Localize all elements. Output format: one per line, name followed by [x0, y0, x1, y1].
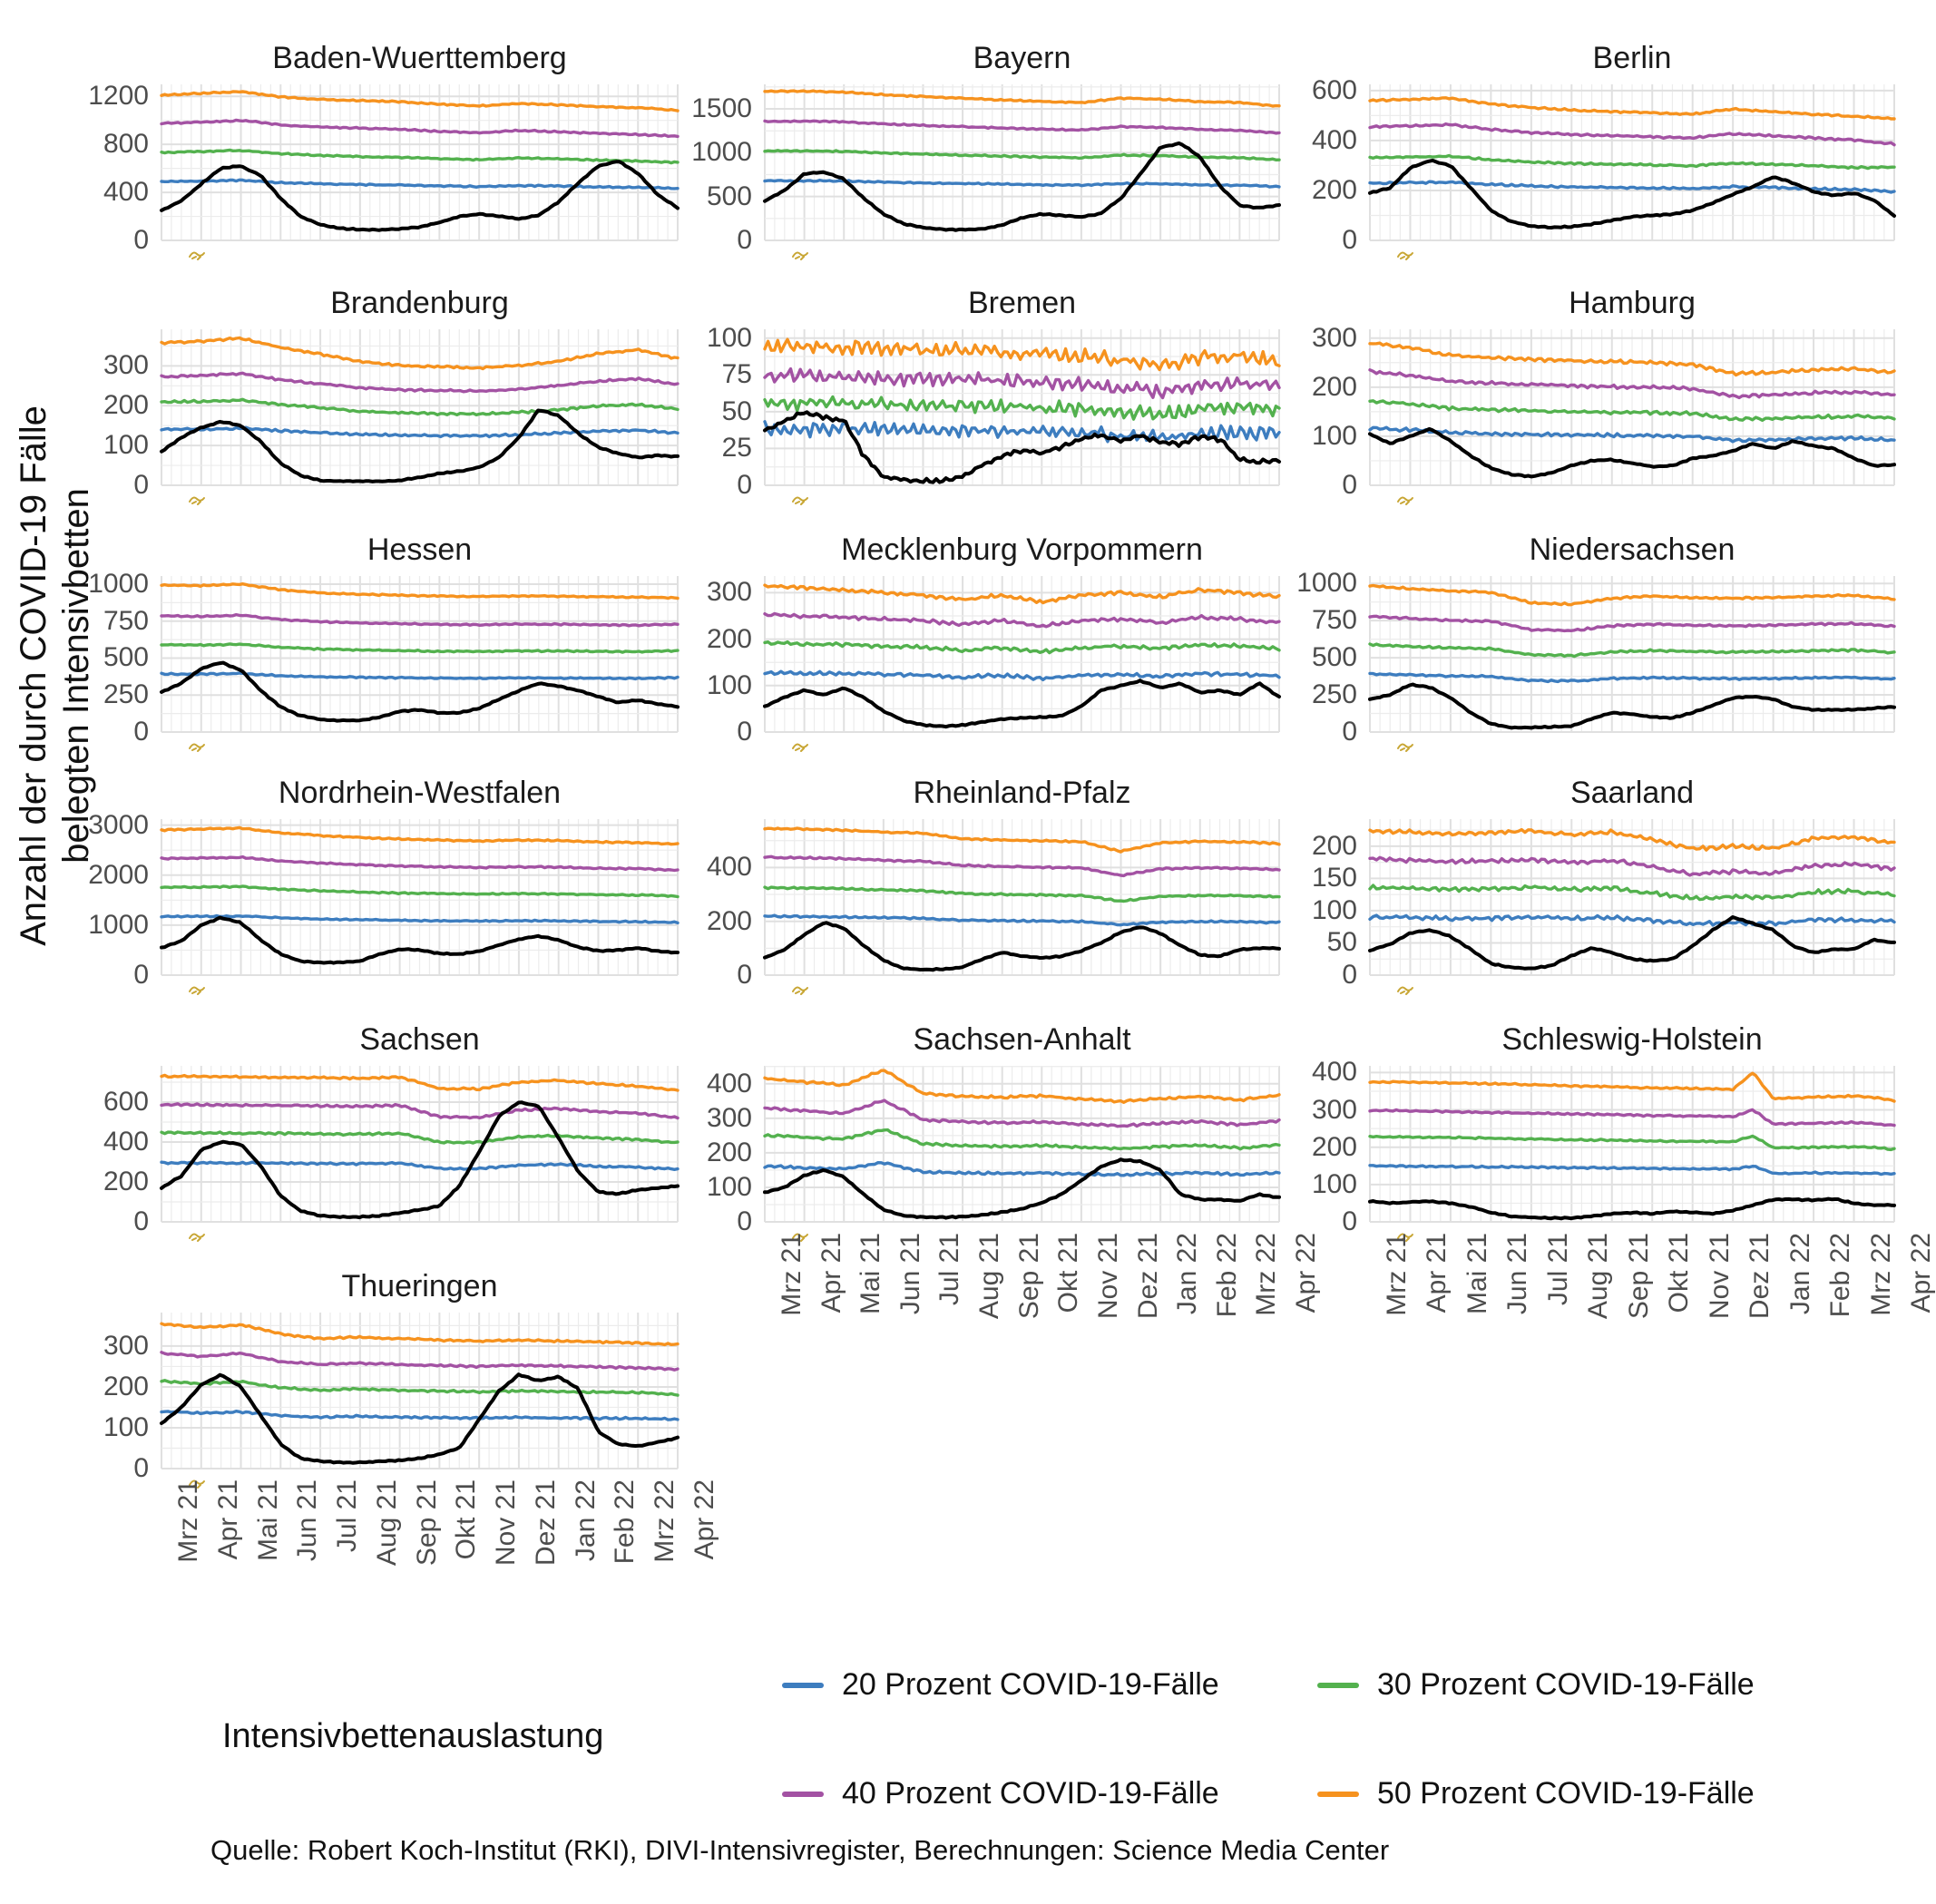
gold-sparkle-icon [1395, 981, 1415, 997]
y-tick-label: 0 [737, 1206, 752, 1236]
panel-title: Niedersachsen [1529, 532, 1736, 567]
legend-swatch-p50 [1317, 1792, 1359, 1797]
x-tick-label: Aug 21 [371, 1479, 402, 1567]
y-tick-label: 250 [1311, 679, 1357, 710]
x-tick-label: Feb 22 [1825, 1233, 1856, 1318]
y-tick-label: 1500 [691, 93, 752, 124]
panel-title: Berlin [1592, 41, 1672, 75]
y-tick-label: 100 [706, 322, 752, 353]
panel-plot [161, 1066, 678, 1222]
y-tick-label: 500 [103, 642, 149, 673]
y-tick-label: 100 [1311, 420, 1357, 451]
y-tick-label: 0 [133, 1453, 149, 1483]
panel-plot [765, 329, 1279, 485]
y-tick-label: 600 [103, 1087, 149, 1118]
y-tick-label: 150 [1311, 863, 1357, 893]
y-tick-label: 0 [737, 717, 752, 747]
y-tick-label: 300 [103, 350, 149, 381]
x-tick-label: Apr 22 [689, 1479, 719, 1560]
gold-sparkle-icon [790, 981, 810, 997]
y-tick-label: 600 [1311, 74, 1357, 105]
panel-title: Brandenburg [330, 286, 509, 320]
y-tick-label: 0 [1342, 717, 1357, 747]
x-tick-label: Dez 21 [1132, 1233, 1163, 1320]
y-tick-label: 0 [133, 717, 149, 747]
panel-plot [161, 84, 678, 240]
legend-item-p50 [1317, 1776, 1755, 1811]
y-tick-label: 0 [1342, 470, 1357, 500]
x-tick-label: Nov 21 [1704, 1233, 1735, 1320]
x-tick-label: Feb 22 [1211, 1233, 1242, 1318]
gold-sparkle-icon [1395, 491, 1415, 507]
x-tick-label: Okt 21 [451, 1479, 482, 1560]
legend-title: Intensivbettenauslastung [222, 1717, 604, 1755]
y-tick-label: 200 [103, 390, 149, 421]
y-tick-label: 100 [706, 669, 752, 700]
legend-swatch-p20 [782, 1683, 824, 1688]
y-tick-label: 300 [706, 1102, 752, 1133]
y-tick-label: 500 [706, 181, 752, 211]
y-tick-label: 0 [737, 470, 752, 500]
x-tick-label: Mai 21 [1462, 1233, 1492, 1315]
y-tick-label: 300 [1311, 322, 1357, 353]
legend-label: 40 Prozent COVID-19-Fälle [842, 1776, 1219, 1811]
panel-plot [1370, 84, 1894, 240]
panel-plot [161, 576, 678, 732]
y-tick-label: 100 [103, 430, 149, 461]
panel-title: Hessen [367, 532, 473, 567]
y-tick-label: 0 [133, 1206, 149, 1236]
x-tick-label: Mrz 21 [1382, 1233, 1412, 1316]
panel-plot [765, 84, 1279, 240]
y-tick-label: 25 [721, 433, 752, 464]
gold-sparkle-icon [790, 246, 810, 262]
legend-item-p20 [782, 1667, 1219, 1703]
y-tick-label: 50 [1326, 927, 1357, 958]
panel-title: Mecklenburg Vorpommern [841, 532, 1203, 567]
y-tick-label: 2000 [88, 859, 149, 890]
y-tick-label: 200 [1311, 1131, 1357, 1162]
x-tick-label: Jan 22 [1172, 1233, 1203, 1315]
x-tick-label: Aug 21 [974, 1233, 1005, 1320]
y-tick-label: 400 [103, 1127, 149, 1157]
y-axis-title-line2: belegten Intensivbetten [56, 488, 96, 864]
y-tick-label: 500 [1311, 642, 1357, 673]
panel-plot [765, 1066, 1279, 1222]
y-tick-label: 300 [103, 1330, 149, 1361]
y-tick-label: 750 [1311, 605, 1357, 636]
panel-title: Saarland [1569, 776, 1695, 810]
legend-label: 30 Prozent COVID-19-Fälle [1377, 1667, 1755, 1702]
y-tick-label: 1200 [88, 81, 149, 112]
x-tick-label: Jul 21 [332, 1479, 363, 1553]
panel-title: Schleswig-Holstein [1501, 1022, 1763, 1057]
y-tick-label: 750 [103, 605, 149, 636]
panel-plot [765, 819, 1279, 975]
x-tick-label: Apr 21 [816, 1233, 846, 1313]
legend-swatch-p40 [782, 1792, 824, 1797]
legend-label: 50 Prozent COVID-19-Fälle [1377, 1776, 1755, 1811]
x-tick-label: Mai 21 [856, 1233, 886, 1315]
y-tick-label: 800 [103, 129, 149, 160]
panel-title: Bremen [967, 286, 1077, 320]
x-tick-label: Mrz 21 [777, 1233, 807, 1316]
x-tick-label: Sep 21 [1013, 1233, 1044, 1320]
panel-title: Sachsen-Anhalt [913, 1022, 1131, 1057]
gold-sparkle-icon [187, 981, 207, 997]
panel-title: Sachsen [359, 1022, 480, 1057]
y-tick-label: 0 [1342, 960, 1357, 990]
y-tick-label: 1000 [88, 909, 149, 940]
panel-title: Nordrhein-Westfalen [278, 776, 562, 810]
x-tick-label: Jan 22 [1784, 1233, 1815, 1315]
x-tick-label: Jul 21 [1542, 1233, 1573, 1306]
y-tick-label: 0 [133, 225, 149, 255]
x-tick-label: Apr 21 [212, 1479, 243, 1560]
x-tick-label: Sep 21 [411, 1479, 442, 1567]
y-tick-label: 75 [721, 359, 752, 390]
x-tick-label: Jun 21 [292, 1479, 323, 1562]
y-tick-label: 300 [706, 577, 752, 608]
panel-title: Bayern [973, 41, 1071, 75]
y-tick-label: 3000 [88, 809, 149, 840]
x-tick-label: Mrz 22 [650, 1479, 680, 1563]
x-tick-label: Nov 21 [491, 1479, 522, 1567]
y-tick-label: 200 [706, 623, 752, 654]
y-tick-label: 200 [1311, 830, 1357, 861]
x-tick-label: Mrz 22 [1251, 1233, 1282, 1316]
y-tick-label: 200 [706, 905, 752, 936]
x-tick-label: Okt 21 [1053, 1233, 1084, 1313]
x-tick-label: Dez 21 [530, 1479, 561, 1567]
x-tick-label: Mrz 21 [173, 1479, 203, 1563]
y-axis-title-line1: Anzahl der durch COVID-19 Fälle [14, 405, 54, 946]
y-tick-label: 200 [706, 1137, 752, 1167]
y-tick-label: 1000 [88, 568, 149, 599]
legend-item-p30 [1317, 1667, 1755, 1703]
panel-plot [765, 576, 1279, 732]
gold-sparkle-icon [790, 737, 810, 754]
panel-plot [1370, 329, 1894, 485]
x-tick-label: Aug 21 [1583, 1233, 1614, 1320]
panel-title: Hamburg [1569, 286, 1696, 320]
x-tick-label: Mai 21 [252, 1479, 283, 1562]
y-tick-label: 250 [103, 679, 149, 710]
x-tick-label: Jun 21 [895, 1233, 925, 1315]
panel-plot [1370, 1066, 1894, 1222]
legend-label: 20 Prozent COVID-19-Fälle [842, 1667, 1219, 1702]
legend-item-p40 [782, 1776, 1219, 1811]
y-tick-label: 100 [1311, 894, 1357, 925]
y-tick-label: 0 [737, 225, 752, 255]
y-tick-label: 300 [1311, 1094, 1357, 1125]
panel-title: Baden-Wuerttemberg [272, 41, 567, 75]
panel-plot [1370, 576, 1894, 732]
x-tick-label: Apr 22 [1291, 1233, 1321, 1313]
x-tick-label: Apr 21 [1422, 1233, 1452, 1313]
y-tick-label: 400 [103, 177, 149, 208]
gold-sparkle-icon [187, 491, 207, 507]
y-tick-label: 100 [706, 1171, 752, 1202]
panel-plot [161, 819, 678, 975]
panel-plot [1370, 819, 1894, 975]
y-tick-label: 400 [1311, 1057, 1357, 1088]
y-tick-label: 0 [133, 960, 149, 990]
source-credit: Quelle: Robert Koch-Institut (RKI), DIVI-Intensivregister, Berechnungen: Science Media Center [210, 1834, 1390, 1866]
x-tick-label: Jan 22 [570, 1479, 601, 1562]
gold-sparkle-icon [790, 491, 810, 507]
x-tick-label: Mrz 22 [1865, 1233, 1896, 1316]
y-tick-label: 200 [1311, 174, 1357, 205]
x-tick-label: Dez 21 [1745, 1233, 1775, 1320]
x-tick-label: Jun 21 [1502, 1233, 1533, 1315]
panel-plot [161, 329, 678, 485]
x-tick-label: Feb 22 [610, 1479, 640, 1565]
y-tick-label: 1000 [691, 137, 752, 168]
y-tick-label: 400 [706, 1068, 752, 1098]
y-tick-label: 400 [1311, 124, 1357, 155]
panel-title: Rheinland-Pfalz [913, 776, 1131, 810]
y-tick-label: 0 [1342, 225, 1357, 255]
y-tick-label: 100 [1311, 1168, 1357, 1199]
gold-sparkle-icon [187, 1227, 207, 1244]
panel-title: Thueringen [341, 1269, 498, 1304]
y-tick-label: 1000 [1296, 568, 1357, 599]
legend-swatch-p30 [1317, 1683, 1359, 1688]
y-tick-label: 0 [737, 960, 752, 990]
gold-sparkle-icon [1395, 737, 1415, 754]
y-tick-label: 50 [721, 395, 752, 426]
y-tick-label: 200 [1311, 371, 1357, 402]
x-tick-label: Okt 21 [1664, 1233, 1695, 1313]
y-tick-label: 200 [103, 1167, 149, 1196]
x-tick-label: Jul 21 [934, 1233, 965, 1306]
panel-plot [161, 1313, 678, 1469]
y-tick-label: 0 [1342, 1206, 1357, 1236]
gold-sparkle-icon [1395, 246, 1415, 262]
x-tick-label: Apr 22 [1906, 1233, 1936, 1313]
y-tick-label: 200 [103, 1371, 149, 1401]
gold-sparkle-icon [187, 246, 207, 262]
y-tick-label: 400 [706, 852, 752, 883]
x-tick-label: Nov 21 [1092, 1233, 1123, 1320]
x-tick-label: Sep 21 [1623, 1233, 1654, 1320]
y-tick-label: 100 [103, 1411, 149, 1442]
y-tick-label: 0 [133, 470, 149, 500]
gold-sparkle-icon [187, 737, 207, 754]
